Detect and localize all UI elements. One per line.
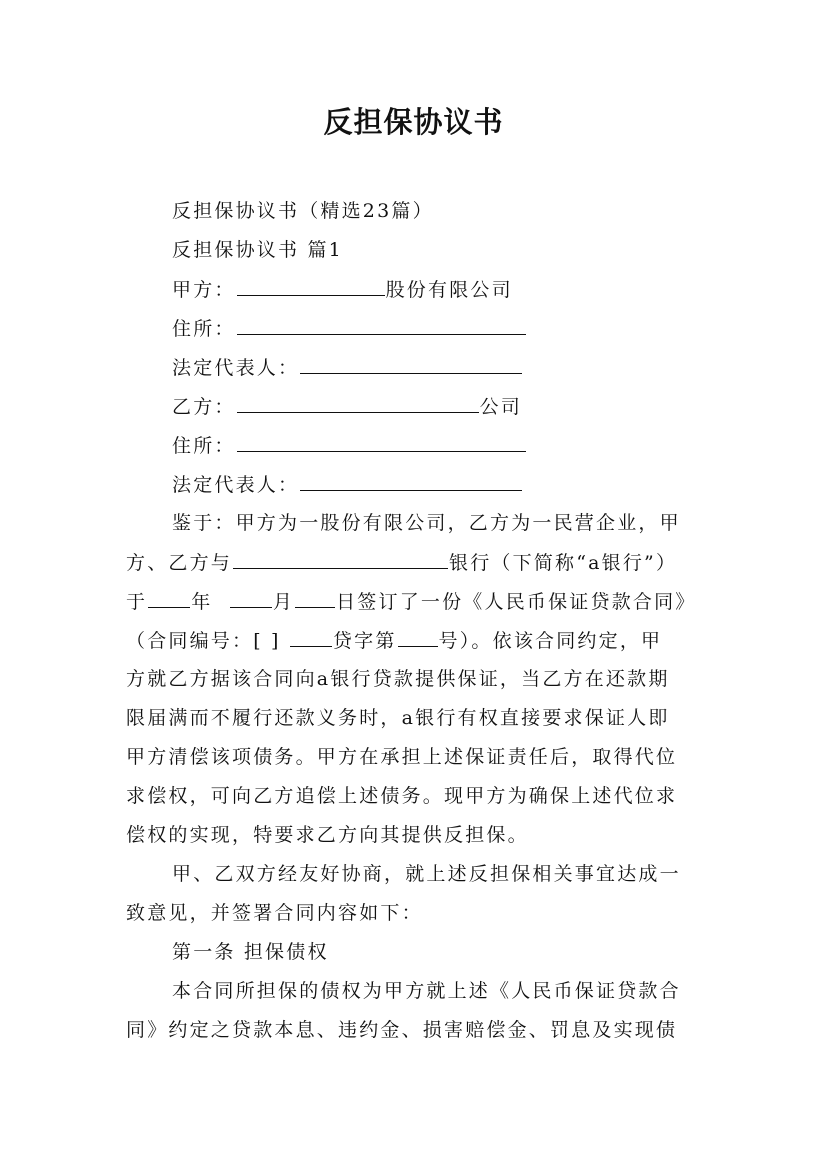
body-line: 求偿权，可向乙方追偿上述债务。现甲方为确保上述代位求: [126, 785, 678, 807]
blank-field: [300, 354, 522, 374]
body-line: 限届满而不履行还款义务时，a银行有权直接要求保证人即: [126, 707, 670, 729]
party-b-rep-line: 法定代表人：: [172, 471, 523, 498]
body-line: 方、乙方与 银行（下简称“a银行”）: [126, 549, 677, 576]
body-line: 鉴于：甲方为一股份有限公司，乙方为一民营企业，甲: [172, 512, 681, 534]
blank-field: [237, 276, 385, 296]
blank-field: [148, 588, 190, 608]
body-line: （合同编号：[ ] 贷字第 号）。依该合同约定，甲: [126, 627, 662, 654]
body-line: 致意见，并签署合同内容如下：: [126, 902, 423, 924]
blank-field: [237, 315, 526, 335]
body-line: 甲方清偿该项债务。甲方在承担上述保证责任后，取得代位: [126, 746, 678, 768]
document-title: 反担保协议书: [323, 105, 504, 139]
party-a-line: 甲方： 股份有限公司: [172, 276, 513, 303]
article-heading: 第一条 担保债权: [172, 941, 329, 963]
blank-field: [290, 627, 332, 647]
body-line: 甲、乙双方经友好协商，就上述反担保相关事宜达成一: [172, 863, 681, 885]
blank-field: [295, 588, 335, 608]
body-line: 于 年 月 日签订了一份《人民币保证贷款合同》: [126, 588, 697, 615]
section-heading: 反担保协议书 篇1: [172, 239, 343, 261]
body-line: 本合同所担保的债权为甲方就上述《人民币保证贷款合: [172, 980, 681, 1002]
party-a-address-line: 住所：: [172, 315, 527, 342]
body-line: 偿权的实现，特要求乙方向其提供反担保。: [126, 824, 529, 846]
blank-field: [230, 588, 272, 608]
blank-field: [237, 393, 479, 413]
party-b-line: 乙方： 公司: [172, 393, 522, 420]
subtitle-line: 反担保协议书（精选23篇）: [172, 200, 434, 222]
body-line: 同》约定之贷款本息、违约金、损害赔偿金、罚息及实现债: [126, 1019, 678, 1041]
blank-field: [237, 432, 526, 452]
party-a-rep-line: 法定代表人：: [172, 354, 523, 381]
blank-field: [300, 471, 522, 491]
party-b-address-line: 住所：: [172, 432, 527, 459]
body-line: 方就乙方据该合同向a银行贷款提供保证，当乙方在还款期: [126, 668, 670, 690]
blank-field: [398, 627, 438, 647]
blank-field: [233, 549, 448, 569]
